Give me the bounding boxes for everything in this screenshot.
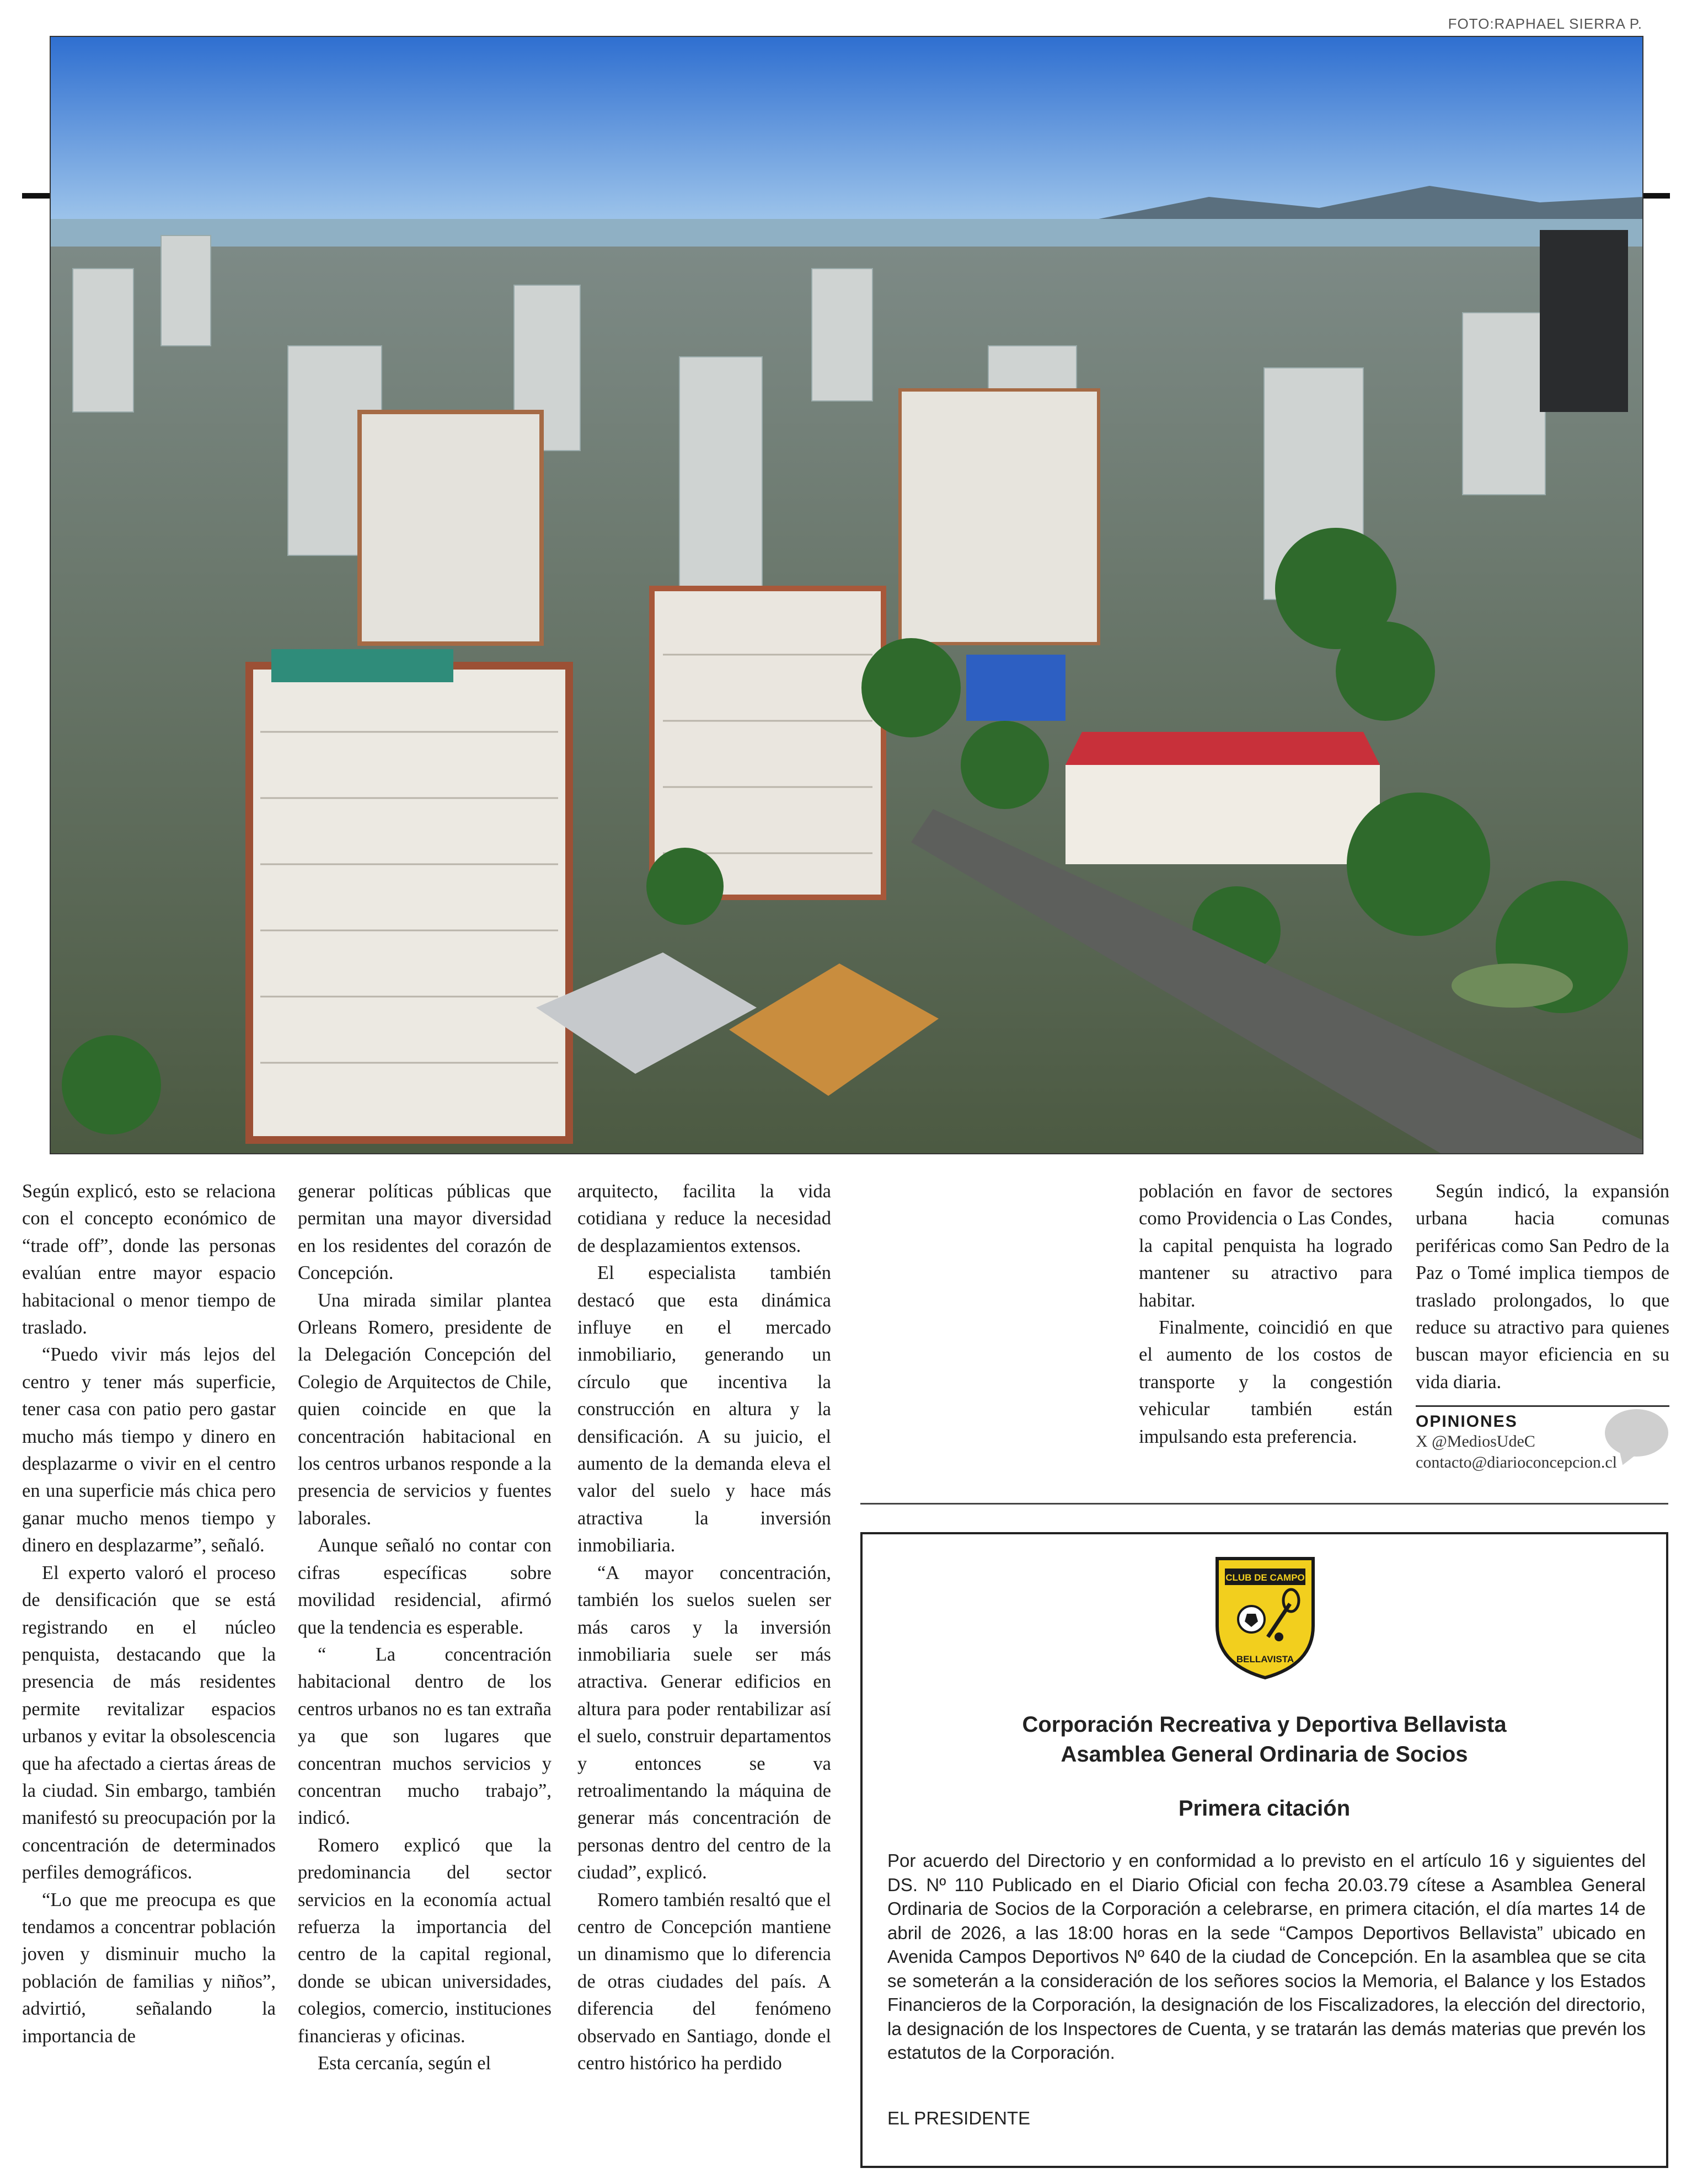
article-column-2 [298, 1178, 551, 2077]
dark-tower [1540, 230, 1628, 412]
paragraph: Romero explicó que la predominancia del sector servicios en la economía actual refuerza la importancia del centro de la capital regional, donde se ubican universidades, colegios, comercio, instituciones financieras y oficinas. [298, 1834, 551, 2047]
paragraph: arquitecto, facilita la vida cotidiana y reduce la necesidad de desplazamientos extensos. [577, 1181, 831, 1256]
paragraph: Romero también resaltó que el centro de Concepción mantiene un dinamismo que lo diferencia de otras ciudades del país. A diferencia del fenómeno observado en Santiago, donde el centro histórico ha perdido [577, 1889, 831, 2074]
paragraph: “Puedo vivir más lejos del centro y tener más superficie, tener casa con patio pero gastar mucho más tiempo y dinero en desplazarme o vivir en el centro en una superficie más chica pero ganar mucho menos tiempo y dinero en desplazarme”, señaló. [22, 1344, 276, 1556]
notice-signature: EL PRESIDENTE [887, 2108, 1031, 2128]
paragraph: generar políticas públicas que permitan una mayor diversidad en los residentes del corazón de Concepción. [298, 1181, 551, 1284]
notice-body: Por acuerdo del Directorio y en conformidad a lo previsto en el artículo 16 y siguientes del DS. Nº 110 Publicado en el Diario Oficial con fecha 20.03.79 cítese a Asamblea General Ordinaria de Socios de la Corporación a celebrarse, en primera citación, el día martes 14 de abril de 2026, a las 18:00 horas en la sede “Campos Deportivos Bellavista” ubicado en Avenida Campos Deportivos Nº 640 de la ciudad de Concepción. En la asamblea que se cita se someterán a la consideración de los señores socios la Memoria, el Balance y los Estados Financieros de la Corporación, la designación de los Fiscalizadores, la elección del directorio, la designación de los Inspectores de Cuenta, y se tratarán las demás materias que prevén los estatutos de la Corporación. [887, 1850, 1646, 2063]
article-column-5 [1416, 1178, 1669, 1396]
aerial-city-photo [50, 36, 1643, 1154]
paragraph: Según indicó, la expansión urbana hacia comunas periféricas como San Pedro de la Paz o Tomé implica tiempos de traslado prolongados, lo que reduce su atractivo para quienes buscan mayor eficiencia en su vida diaria. [1416, 1181, 1669, 1393]
paragraph: El especialista también destacó que esta dinámica influye en el mercado inmobiliario, generando un círculo que incentiva la construcción en altura y la densificación. A su juicio, el aumento de la demanda eleva el valor del suelo y hace más atractiva la inversión inmobiliaria. [577, 1262, 831, 1556]
paragraph: Según explicó, esto se relaciona con el concepto económico de “trade off”, donde las personas evalúan entre mayor espacio habitacional o menor tiempo de traslado. [22, 1181, 276, 1339]
paragraph: Esta cercanía, según el [318, 2053, 491, 2074]
photo-credit: FOTO:RAPHAEL SIERRA P. [1448, 15, 1642, 32]
notice-heading: Primera citación [1178, 1796, 1351, 1821]
opinions-email[interactable]: contacto@diarioconcepcion.cl [1416, 1453, 1617, 1471]
paragraph: “Lo que me preocupa es que tendamos a concentrar población joven y disminuir mucho la población de familias y niños”, advirtió, señalando la importancia de [22, 1889, 276, 2047]
tower-left [249, 666, 569, 1140]
opinions-handle[interactable]: X @MediosUdeC [1416, 1432, 1535, 1450]
notice-subtitle: Asamblea General Ordinaria de Socios [1061, 1742, 1468, 1767]
low-building [1065, 765, 1380, 864]
paragraph: población en favor de sectores como Providencia o Las Condes, la capital penquista ha logrado mantener su atractivo para habitar. [1139, 1181, 1393, 1311]
article-column-3 [577, 1178, 831, 2077]
paragraph: “ La concentración habitacional dentro de los centros urbanos no es tan extraña ya que son lugares que concentran muchos servicios y concentran mucho trabajo”, indicó. [298, 1644, 551, 1829]
paragraph: Aunque señaló no contar con cifras específicas sobre movilidad residencial, afirmó que la tendencia es esperable. [298, 1535, 551, 1638]
crest-bottom-text: BELLAVISTA [1236, 1654, 1294, 1664]
opinions-title: OPINIONES [1416, 1412, 1518, 1431]
paragraph: Finalmente, coincidió en que el aumento de los costos de transporte y la congestión vehicular también están impulsando esta preferencia. [1139, 1317, 1393, 1447]
plaza [1452, 963, 1573, 1008]
decorative-rule-left [22, 193, 50, 199]
article-column-1 [22, 1178, 276, 2050]
legal-notice [860, 1532, 1668, 2168]
article-column-4 [1139, 1178, 1393, 1450]
notice-title: Corporación Recreativa y Deportiva Bellavista [1022, 1712, 1507, 1737]
speech-bubble-icon [1605, 1409, 1668, 1457]
paragraph: “A mayor concentración, también los suelos suelen ser más caros y la inversión inmobiliaria suele ser más atractiva. Generar edificios en altura para poder rentabilizar así el suelo, construir departamentos y entonces se va retroalimentando la máquina de generar más concentración de personas dentro del centro de la ciudad”, explicó. [577, 1562, 831, 1883]
section-divider [860, 1503, 1668, 1505]
decorative-rule-right [1643, 193, 1670, 199]
paragraph: Una mirada similar plantea Orleans Romero, presidente de la Delegación Concepción del Colegio de Arquitectos de Chile, quien coincide en que la concentración habitacional en los centros urbanos responde a la presencia de servicios y fuentes laborales. [298, 1289, 551, 1529]
paragraph: El experto valoró el proceso de densificación que se está registrando en el núcleo penquista, destacando que la presencia de más residentes permite revitalizar espacios urbanos y evitar la obsolescencia que ha afectado a ciertas áreas de la ciudad. Sin embargo, también manifestó su preocupación por la concentración de determinados perfiles demográficos. [22, 1562, 276, 1883]
crest-top-text: CLUB DE CAMPO [1225, 1572, 1305, 1583]
club-crest-icon [1213, 1554, 1318, 1681]
